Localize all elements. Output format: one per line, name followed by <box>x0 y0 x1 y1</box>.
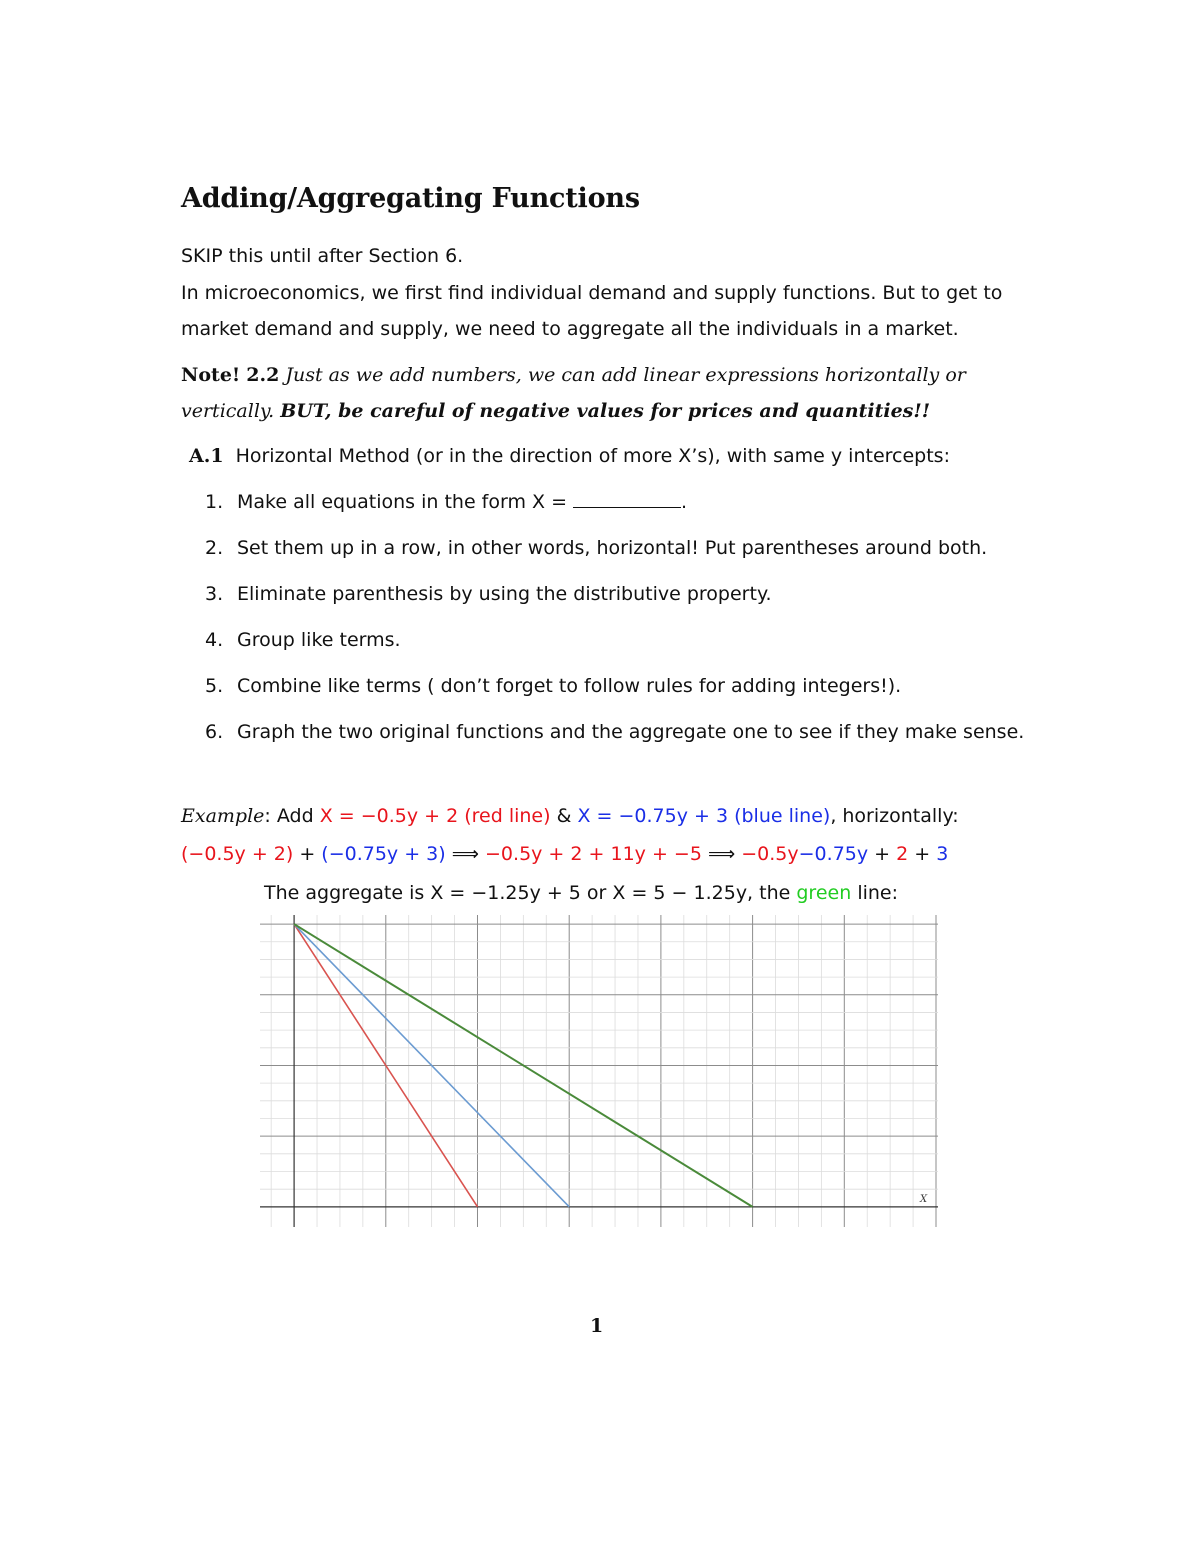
example-line: Example: Add X = −0.5y + 2 (red line) & X = −0.75y + 3 (blue line), horizontally: <box>181 805 959 827</box>
blue-equation: X = −0.75y + 3 (blue line) <box>577 805 831 827</box>
skip-note: SKIP this until after Section 6. <box>181 245 464 267</box>
note-emphasis: BUT, be careful of negative values for prices and quantities!! <box>280 400 931 422</box>
section-heading-text: Horizontal Method (or in the direction of more X’s), with same y intercepts: <box>235 445 950 467</box>
list-item: 1. Make all equations in the form X = . <box>205 491 688 513</box>
list-item: 6. Graph the two original functions and the aggregate one to see if they make sense. <box>205 721 1025 743</box>
grid <box>260 915 938 1227</box>
intro-paragraph: In microeconomics, we first find individual demand and supply functions. But to get to market demand and supply, we need to aggregate all the individuals in a market. <box>181 282 1003 340</box>
expr-red: (−0.5y + 2) <box>181 843 294 865</box>
green-word: green <box>796 882 852 904</box>
axes <box>260 915 938 1227</box>
example-label: Example <box>181 805 265 827</box>
page-title: Adding/Aggregating Functions <box>181 183 640 214</box>
expression-line: (−0.5y + 2) + (−0.75y + 3) ⟹ −0.5y + 2 + 11y + −5 ⟹ −0.5y−0.75y + 2 + 3 <box>181 843 949 865</box>
aggregate-line: The aggregate is X = −1.25y + 5 or X = 5 − 1.25y, the green line: <box>264 882 899 904</box>
x-axis-label: X <box>920 1193 928 1205</box>
expr-middle: −0.5y + 2 + 11y + −5 <box>485 843 702 865</box>
list-item: 3. Eliminate parenthesis by using the distributive property. <box>205 583 772 605</box>
aggregate-graph <box>260 915 938 1227</box>
note-block <box>181 357 1026 429</box>
page-number: 1 <box>590 1315 604 1337</box>
note-number: 2.2 <box>246 364 280 386</box>
expr-blue: (−0.75y + 3) <box>321 843 446 865</box>
red-equation: X = −0.5y + 2 (red line) <box>319 805 551 827</box>
note-label: Note! <box>181 364 241 386</box>
section-number: A.1 <box>189 445 224 467</box>
blank-line <box>573 489 681 508</box>
steps-list <box>205 488 1025 764</box>
section-heading <box>189 445 950 467</box>
list-item: 4. Group like terms. <box>205 629 401 651</box>
note-text: Just as we add numbers, we can add linear expressions horizontally or vertically. <box>181 364 966 422</box>
list-item: 5. Combine like terms ( don’t forget to follow rules for adding integers!). <box>205 675 902 697</box>
list-item: 2. Set them up in a row, in other words, horizontal! Put parentheses around both. <box>205 537 988 559</box>
